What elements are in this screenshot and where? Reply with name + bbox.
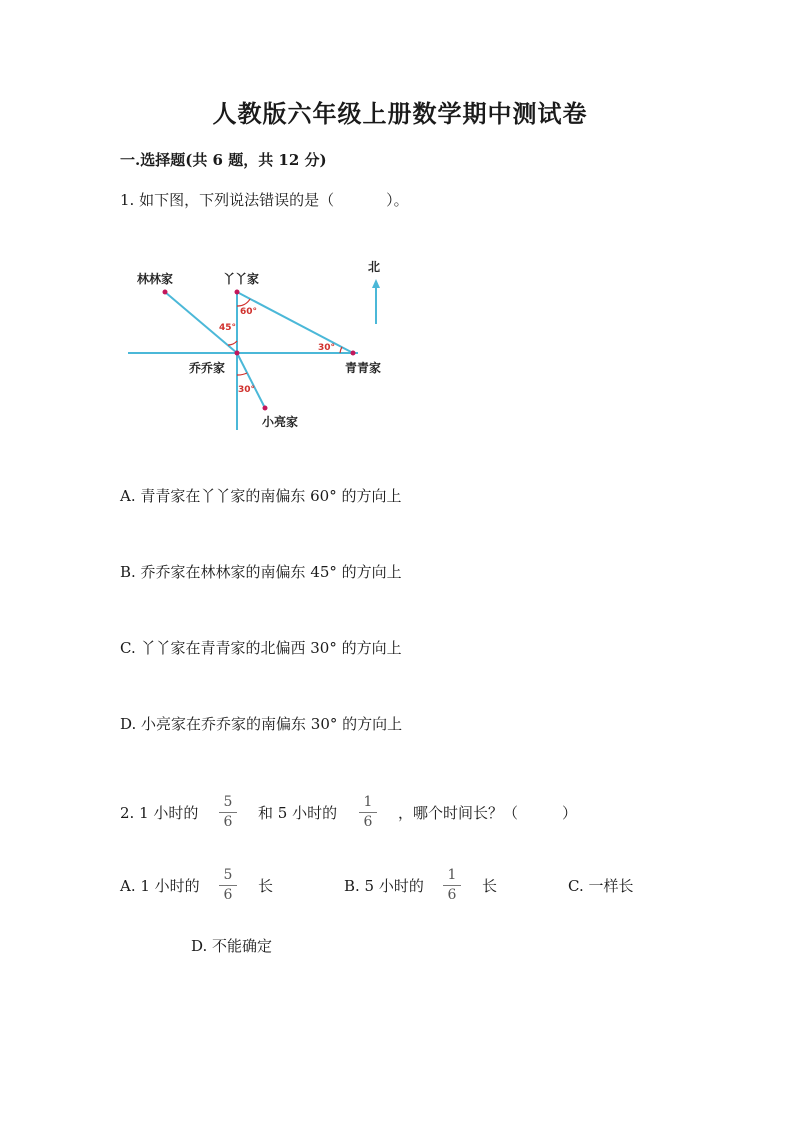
label-linlin: 林林家 bbox=[137, 272, 174, 286]
fraction-numerator: 1 bbox=[447, 867, 457, 883]
option-b[interactable]: B. 乔乔家在林林家的南偏东 45° 的方向上 bbox=[120, 563, 402, 581]
point-qingqing bbox=[351, 351, 356, 356]
question-2-stem-end: ） bbox=[562, 804, 578, 822]
angle-label-30-right: 30° bbox=[318, 343, 336, 353]
question-1-stem-text: 1. 如下图，下列说法错误的是（ bbox=[120, 191, 335, 209]
angle-arc-30-bottom bbox=[237, 373, 247, 375]
option-a-fraction bbox=[219, 868, 237, 903]
question-2-stem-part2: 和 5 小时的 bbox=[258, 804, 338, 822]
label-qiaoqiao: 乔乔家 bbox=[189, 361, 226, 375]
label-qingqing: 青青家 bbox=[345, 361, 382, 375]
angle-label-30-bottom: 30° bbox=[238, 385, 256, 395]
option-d[interactable]: D. 不能确定 bbox=[191, 937, 273, 955]
option-a-suffix[interactable]: 长 bbox=[258, 877, 274, 895]
fraction-numerator: 5 bbox=[223, 867, 233, 883]
fraction-denominator: 6 bbox=[223, 887, 233, 903]
option-b-prefix[interactable]: B. 5 小时的 bbox=[344, 877, 424, 895]
fraction-numerator: 5 bbox=[223, 794, 233, 810]
question-2-stem-part1: 2. 1 小时的 bbox=[120, 804, 199, 822]
line-qiaoqiao-to-xiaoliang bbox=[237, 353, 265, 408]
fraction-one-sixth bbox=[359, 795, 377, 830]
diagram-lines bbox=[128, 279, 380, 430]
point-qiaoqiao bbox=[235, 351, 240, 356]
question-2-stem-text: ，哪个时间长？（ bbox=[398, 804, 519, 822]
label-yaya: 丫丫家 bbox=[223, 272, 260, 286]
fraction-denominator: 6 bbox=[363, 814, 373, 830]
point-linlin bbox=[163, 290, 168, 295]
fraction-bar bbox=[443, 885, 461, 886]
angle-arc-45 bbox=[228, 341, 237, 345]
option-b-suffix[interactable]: 长 bbox=[482, 877, 498, 895]
fraction-denominator: 6 bbox=[223, 814, 233, 830]
label-north: 北 bbox=[368, 260, 381, 274]
option-a[interactable]: A. 青青家在丫丫家的南偏东 60° 的方向上 bbox=[120, 487, 402, 505]
label-xiaoliang: 小亮家 bbox=[262, 415, 299, 429]
fraction-five-sixths bbox=[219, 795, 237, 830]
option-a-prefix[interactable]: A. 1 小时的 bbox=[120, 877, 200, 895]
point-xiaoliang bbox=[263, 406, 268, 411]
direction-diagram bbox=[0, 0, 800, 460]
fraction-bar bbox=[219, 885, 237, 886]
option-b-fraction bbox=[443, 868, 461, 903]
option-d[interactable]: D. 小亮家在乔乔家的南偏东 30° 的方向上 bbox=[120, 715, 403, 733]
line-yaya-to-qingqing bbox=[237, 292, 353, 353]
fraction-numerator: 1 bbox=[363, 794, 373, 810]
question-1-stem-end: ）。 bbox=[386, 191, 409, 209]
page-title: 人教版六年级上册数学期中测试卷 bbox=[212, 99, 588, 128]
question-2-stem-part3 bbox=[398, 802, 577, 823]
point-yaya bbox=[235, 290, 240, 295]
section-heading: 一.选择题(共 6 题，共 12 分) bbox=[120, 151, 327, 169]
angle-arc-60 bbox=[237, 299, 250, 306]
option-c[interactable]: C. 丫丫家在青青家的北偏西 30° 的方向上 bbox=[120, 639, 402, 657]
fraction-denominator: 6 bbox=[447, 887, 457, 903]
angle-label-60: 60° bbox=[240, 307, 258, 317]
fraction-bar bbox=[359, 812, 377, 813]
angle-label-45: 45° bbox=[219, 323, 237, 333]
option-c[interactable]: C. 一样长 bbox=[568, 877, 634, 895]
north-arrow-head bbox=[372, 279, 380, 288]
fraction-bar bbox=[219, 812, 237, 813]
